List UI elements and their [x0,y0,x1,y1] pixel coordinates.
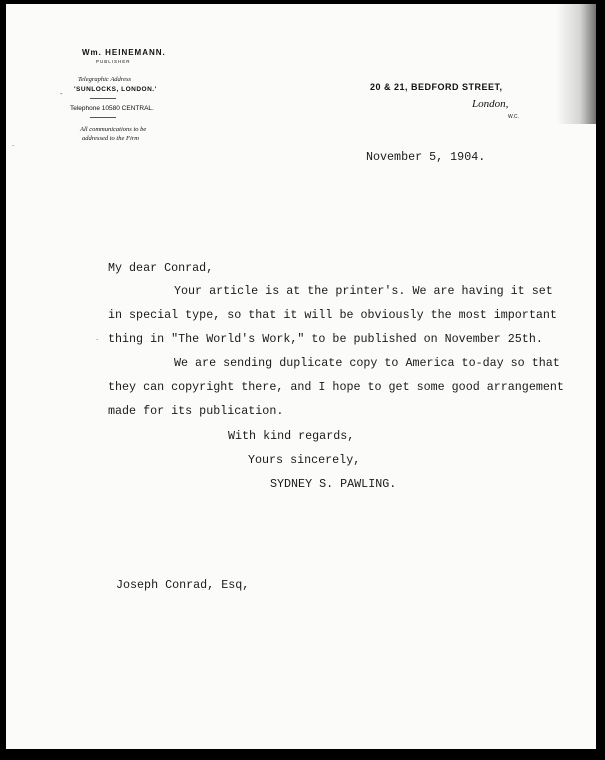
letter-page [6,4,596,749]
letter-body-line: We are sending duplicate copy to America to-day so that [174,356,560,370]
page-edge-shadow [556,4,596,124]
letter-signature: SYDNEY S. PAWLING. [270,477,397,491]
address-street: 20 & 21, BEDFORD STREET, [370,82,503,92]
letterhead-note-line1: All communications to be [80,126,147,133]
scan-speck: · [96,336,99,344]
letterhead-publisher-role: PUBLISHER [96,59,131,64]
letter-closing: Yours sincerely, [248,453,361,467]
letterhead-note-line2: addressed to the Firm [82,135,139,142]
letter-salutation: My dear Conrad, [108,261,214,275]
address-district: W.C. [508,114,519,120]
scan-speck: · [12,142,15,150]
letter-body-line: made for its publication. [108,404,284,418]
letterhead-divider [90,117,116,118]
letterhead-telephone: Telephone 10580 CENTRAL. [70,105,154,112]
scan-speck: - [60,90,63,98]
letter-date: November 5, 1904. [366,150,486,164]
letterhead-telegraph-label: Telegraphic Address [78,76,132,83]
address-city: London, [472,98,509,110]
letterhead-divider [90,98,116,99]
letterhead-publisher-name: Wm. HEINEMANN. [82,48,166,57]
letter-body-line: Your article is at the printer's. We are having it set [174,284,553,298]
letter-body-line: thing in "The World's Work," to be published on November 25th. [108,332,543,346]
letter-body-line: they can copyright there, and I hope to get some good arrangement [108,380,564,394]
letter-addressee: Joseph Conrad, Esq, [116,578,250,592]
letterhead-telegraph-address: 'SUNLOCKS, LONDON.' [74,86,157,93]
letter-body-line: in special type, so that it will be obviously the most important [108,308,557,322]
letter-closing: With kind regards, [228,429,355,443]
